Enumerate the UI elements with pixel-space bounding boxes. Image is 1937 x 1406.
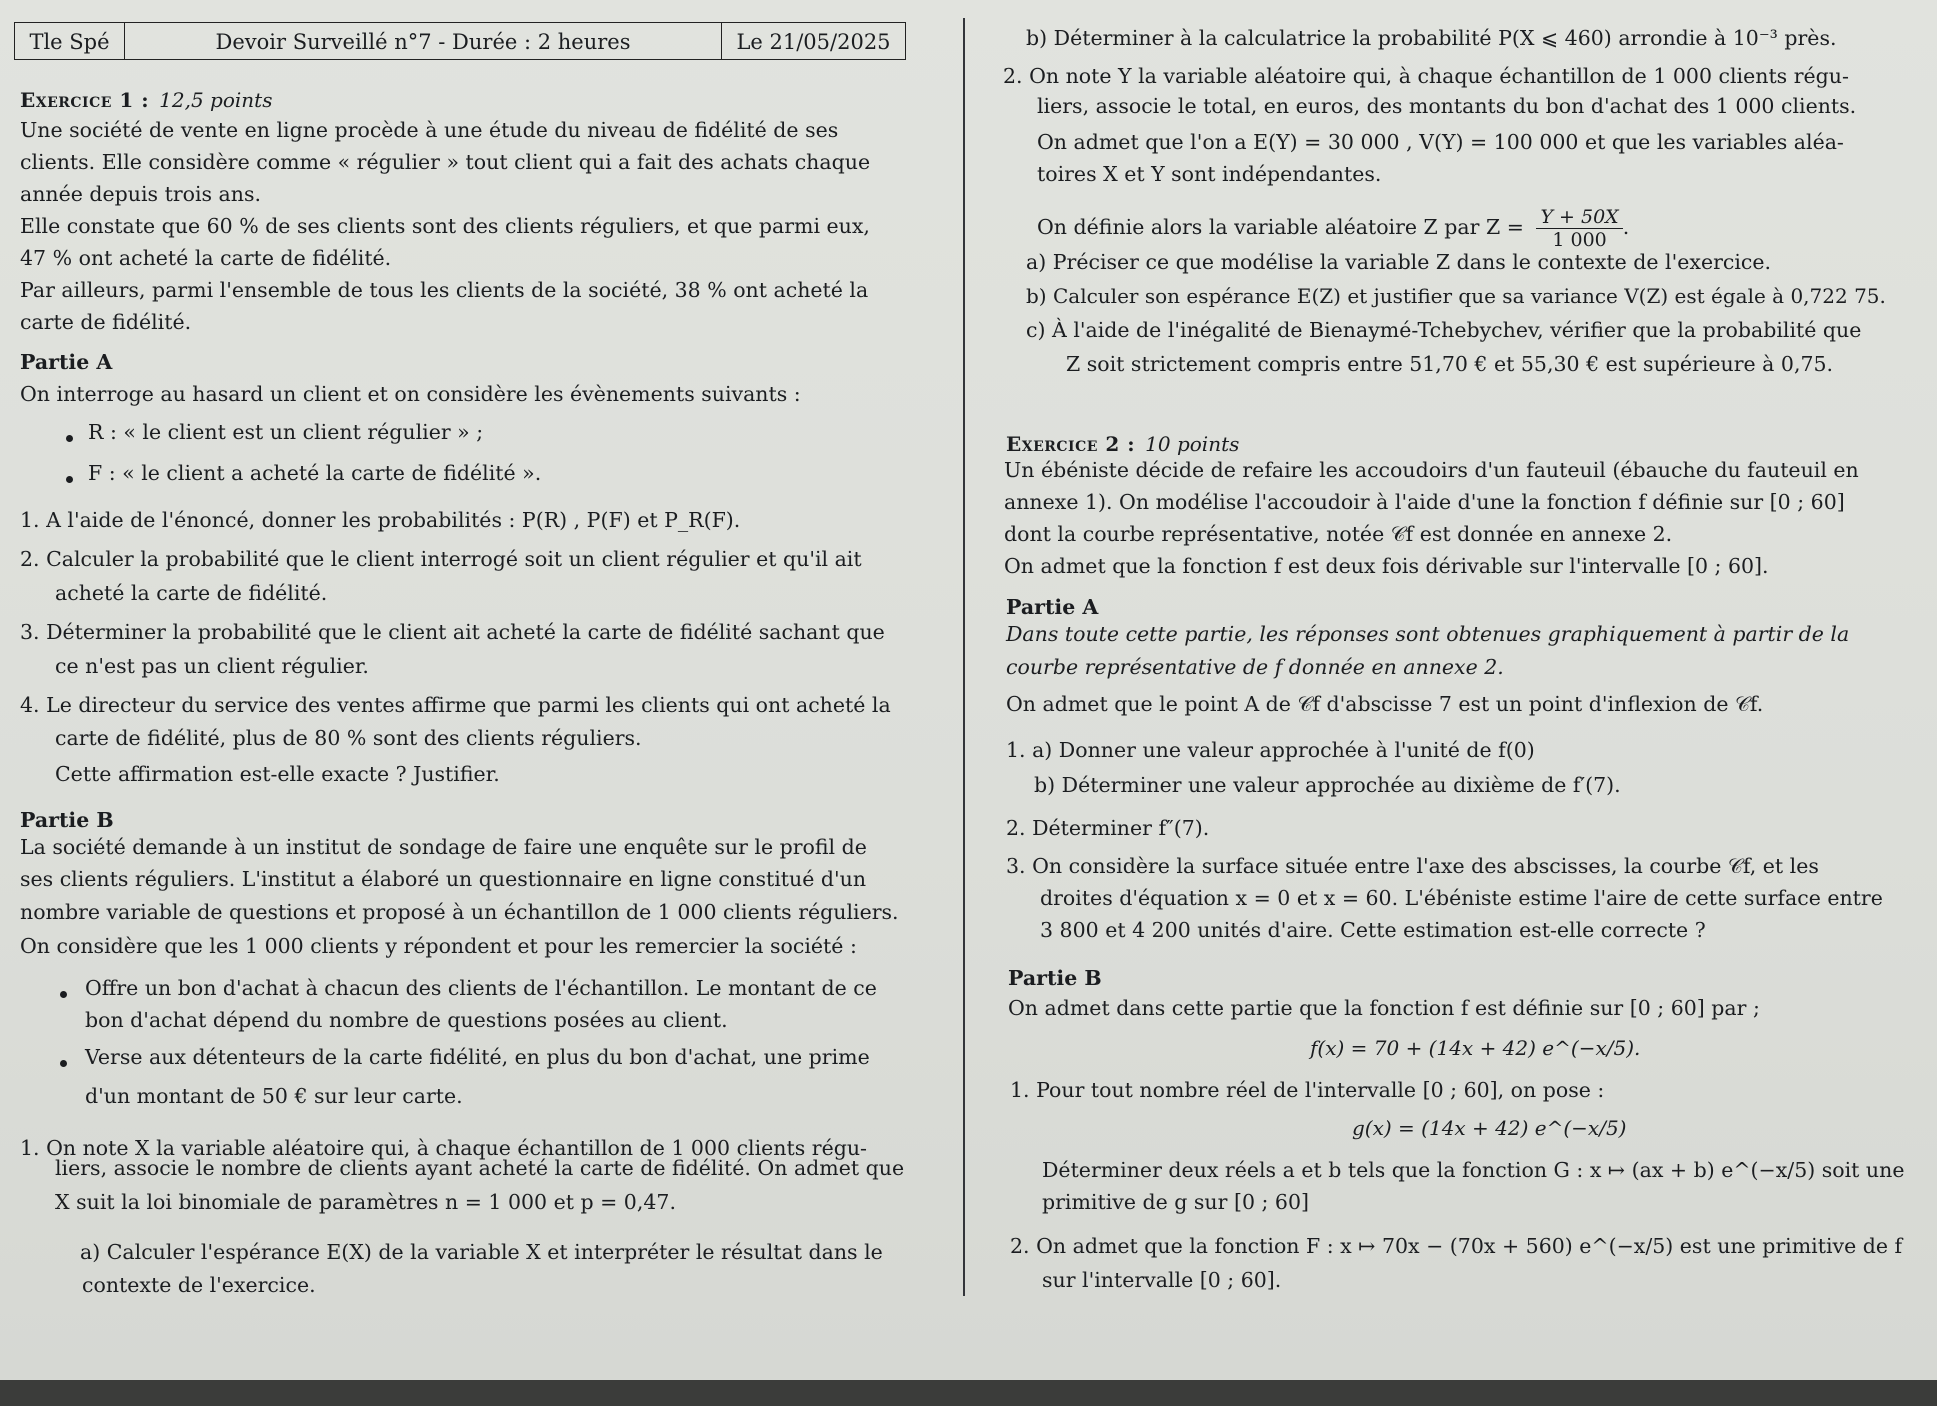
partie-b-q2-line1: 2. On admet que la fonction F : x ↦ 70x − (70x + 560) e^(−x/5) est une primitive de f [1010,1234,1903,1258]
partie-a-italic-line2: courbe représentative de f donnée en annexe 2. [1006,655,1504,679]
partie-a-q2: 2. Déterminer f″(7). [1006,816,1210,840]
partie-b-q1-line2: liers, associe le nombre de clients ayant acheté la carte de fidélité. On admet que [55,1156,905,1180]
bullet-dot [66,476,73,483]
question-a4-line2: carte de fidélité, plus de 80 % sont des clients réguliers. [55,726,642,750]
partie-a-q1b: b) Déterminer une valeur approchée au dixième de f′(7). [1034,773,1621,797]
intro-line-1: Une société de vente en ligne procède à une étude du niveau de fidélité de ses [20,118,839,142]
column-divider [963,18,965,1296]
question-2-line5: On définie alors la variable aléatoire Z par Z = $\frac{Y + 50X}{1 000}$ . [1037,206,1630,251]
intro-line-6: Par ailleurs, parmi l'ensemble de tous les clients de la société, 38 % ont acheté la [20,278,869,302]
partie-b-q1-line3: primitive de g sur [0 ; 60] [1042,1190,1310,1214]
intro-line-2: clients. Elle considère comme « régulier » tout client qui a fait des achats chaque [20,150,871,174]
partie-a-q3-line2: droites d'équation x = 0 et x = 60. L'ébéniste estime l'aire de cette surface entre [1040,886,1883,910]
exercise-2-line2: annexe 1). On modélise l'accoudoir à l'aide d'une la fonction f définie sur [0 ; 60] [1004,490,1845,514]
header-date: Le 21/05/2025 [736,30,891,54]
bullet-voucher-line1: Offre un bon d'achat à chacun des clients de l'échantillon. Le montant de ce [85,976,877,1000]
question-2-line4: toires X et Y sont indépendantes. [1037,162,1382,186]
event-f: F : « le client a acheté la carte de fidélité ». [88,461,542,485]
partie-a-intro: On interroge au hasard un client et on considère les évènements suivants : [20,382,801,406]
partie-b-q1a-line1: a) Calculer l'espérance E(X) de la variable X et interpréter le résultat dans le [80,1240,883,1264]
question-2c-line1: c) À l'aide de l'inégalité de Bienaymé-Tchebychev, vérifier que la probabilité que [1026,318,1862,342]
question-2-line1: 2. On note Y la variable aléatoire qui, à chaque échantillon de 1 000 clients régu- [1003,64,1849,88]
z-fraction [1536,206,1622,251]
partie-b-q1-line2: Déterminer deux réels a et b tels que la fonction G : x ↦ (ax + b) e^(−x/5) soit une [1042,1158,1905,1182]
question-2-line3: On admet que l'on a E(Y) = 30 000 , V(Y) = 100 000 et que les variables aléa- [1037,130,1844,154]
function-f-formula: f(x) = 70 + (14x + 42) e^(−x/5). [1310,1036,1641,1060]
partie-b-intro: On admet dans cette partie que la fonction f est définie sur [0 ; 60] par ; [1008,996,1760,1020]
z-fraction-denominator: 1 000 [1552,229,1607,251]
intro-line-7: carte de fidélité. [20,310,192,334]
intro-line-3: année depuis trois ans. [20,182,262,206]
question-a4-line1: 4. Le directeur du service des ventes affirme que parmi les clients qui ont acheté la [20,693,891,717]
exercise-2-points: 10 points [1145,432,1240,456]
exercise-1-points: 12,5 points [159,88,273,112]
exercise-2-title: Exercice 2 : [1006,432,1136,456]
left-partie-b-heading: Partie B [20,808,114,832]
exercise-2-line3: dont la courbe représentative, notée 𝒞f est donnée en annexe 2. [1004,522,1673,546]
question-a2-line2: acheté la carte de fidélité. [55,581,328,605]
partie-b-q1-line3: X suit la loi binomiale de paramètres n = 1 000 et p = 0,47. [55,1190,676,1214]
partie-a-q1a: 1. a) Donner une valeur approchée à l'unité de f(0) [1006,738,1535,762]
partie-b-q1-line1: 1. On note X la variable aléatoire qui, à chaque échantillon de 1 000 clients régu- [20,1136,867,1160]
partie-b-q1-line1: 1. Pour tout nombre réel de l'intervalle [0 ; 60], on pose : [1010,1078,1605,1102]
header-title: Devoir Surveillé n°7 - Durée : 2 heures [125,23,722,59]
partie-a-italic-line1: Dans toute cette partie, les réponses sont obtenues graphiquement à partir de la [1006,622,1850,646]
question-a4-line3: Cette affirmation est-elle exacte ? Justifier. [55,762,500,786]
bullet-dot [60,1060,67,1067]
question-2a: a) Préciser ce que modélise la variable Z dans le contexte de l'exercice. [1026,250,1772,274]
question-a2-line1: 2. Calculer la probabilité que le client interrogé soit un client régulier et qu'il ait [20,547,862,571]
partie-b-line4: On considère que les 1 000 clients y répondent et pour les remercier la société : [20,934,857,958]
question-2-line2: liers, associe le total, en euros, des montants du bon d'achat des 1 000 clients. [1037,94,1857,118]
bullet-dot [60,991,67,998]
partie-b-line1: La société demande à un institut de sondage de faire une enquête sur le profil de [20,835,867,859]
z-definition-text: On définie alors la variable aléatoire Z par Z = [1037,215,1524,239]
intro-line-4: Elle constate que 60 % de ses clients sont des clients réguliers, et que parmi eux, [20,214,870,238]
intro-line-5: 47 % ont acheté la carte de fidélité. [20,246,392,270]
exercise-2-heading [1006,432,1239,456]
right-partie-b-heading: Partie B [1008,966,1102,990]
question-a3-line2: ce n'est pas un client régulier. [55,654,369,678]
partie-b-line2: ses clients réguliers. L'institut a élaboré un questionnaire en ligne constitué d'un [20,867,867,891]
page-bottom-edge [0,1380,1937,1406]
question-2c-line2: Z soit strictement compris entre 51,70 € et 55,30 € est supérieure à 0,75. [1066,352,1834,376]
exercise-1-title: Exercice 1 : [20,88,150,112]
bullet-prime-line2: d'un montant de 50 € sur leur carte. [85,1084,463,1108]
question-a3-line1: 3. Déterminer la probabilité que le client ait acheté la carte de fidélité sachant que [20,620,885,644]
partie-a-q3-line1: 3. On considère la surface située entre l'axe des abscisses, la courbe 𝒞f, et les [1006,854,1819,878]
partie-b-q1a-line2: contexte de l'exercice. [82,1273,316,1297]
exercise-2-line4: On admet que la fonction f est deux fois dérivable sur l'intervalle [0 ; 60]. [1004,554,1769,578]
header-class: Tle Spé [15,23,125,59]
header-table [14,22,906,60]
bullet-prime-line1: Verse aux détenteurs de la carte fidélité, en plus du bon d'achat, une prime [85,1045,870,1069]
question-2b: b) Calculer son espérance E(Z) et justifier que sa variance V(Z) est égale à 0,722 75. [1026,284,1886,308]
exercise-1-heading [20,88,272,112]
z-fraction-numerator: Y + 50X [1536,206,1622,229]
bullet-voucher-line2: bon d'achat dépend du nombre de questions posées au client. [85,1008,728,1032]
exercise-2-line1: Un ébéniste décide de refaire les accoudoirs d'un fauteuil (ébauche du fauteuil en [1004,458,1859,482]
function-g-formula: g(x) = (14x + 42) e^(−x/5) [1352,1116,1627,1140]
question-a1: 1. A l'aide de l'énoncé, donner les probabilités : P(R) , P(F) et P_R(F). [20,508,741,532]
partie-b-q2-line2: sur l'intervalle [0 ; 60]. [1042,1268,1282,1292]
inflexion-statement: On admet que le point A de 𝒞f d'abscisse 7 est un point d'inflexion de 𝒞f. [1006,692,1764,716]
right-partie-a-heading: Partie A [1006,595,1099,619]
left-partie-a-heading: Partie A [20,350,113,374]
bullet-dot [66,435,73,442]
event-r: R : « le client est un client régulier » ; [88,420,484,444]
partie-b-line3: nombre variable de questions et proposé à un échantillon de 1 000 clients réguliers. [20,900,899,924]
partie-a-q3-line3: 3 800 et 4 200 unités d'aire. Cette estimation est-elle correcte ? [1040,918,1706,942]
question-1b: b) Déterminer à la calculatrice la probabilité P(X ⩽ 460) arrondie à 10⁻³ près. [1026,26,1837,50]
